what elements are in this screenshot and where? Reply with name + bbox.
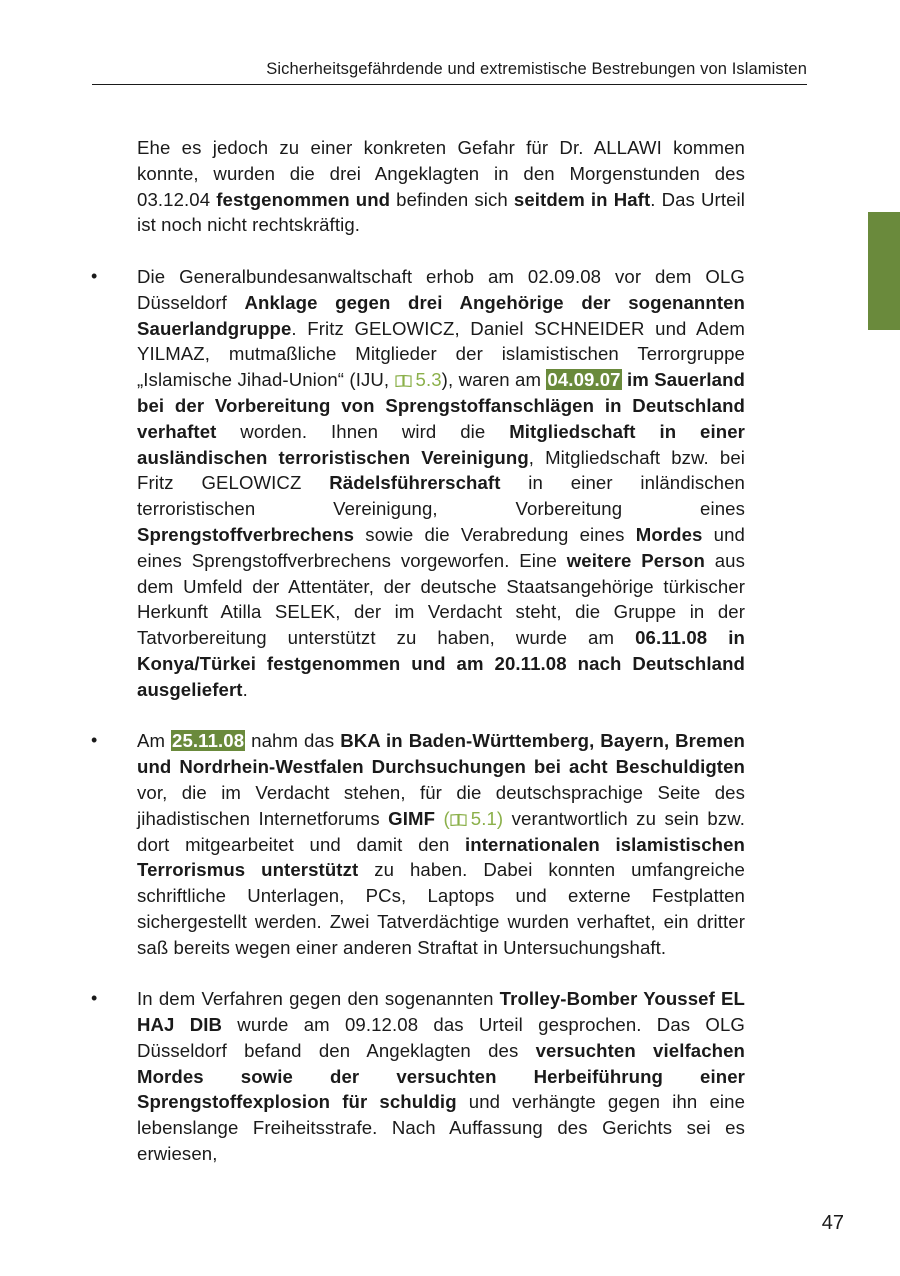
text-run: in einer inländischen terroristischen Vereinigung, Vorbereitung eines bbox=[137, 472, 746, 520]
bold-run: weitere Person bbox=[566, 549, 705, 571]
highlighted-date: 25.11.08 bbox=[172, 730, 245, 752]
text-run: Am bbox=[137, 730, 172, 752]
bullet-marker: • bbox=[91, 265, 98, 286]
bold-run: Mitgliedschaft in einer ausländischen terroristischen Vereinigung bbox=[137, 420, 745, 468]
section-marker-tab bbox=[868, 212, 900, 330]
text-run: , Mitgliedschaft bzw. bei Fritz GELOWICZ bbox=[137, 446, 745, 494]
bold-run: GIMF bbox=[388, 807, 436, 829]
bullet-paragraph bbox=[137, 264, 745, 703]
paragraph-gap bbox=[137, 961, 745, 987]
text-run: zu haben. Dabei konnten umfangreiche schriftliche Unterlagen, PCs, Laptops und externe Festplatten sichergestellt werden. Zwei Tatverdächtige wurden verhaftet, ein dritter saß bereits wegen einer anderen Straftat in Untersuchungshaft. bbox=[137, 859, 745, 958]
cross-reference-paren: ( bbox=[443, 807, 450, 829]
text-run: worden. Ihnen wird die bbox=[216, 420, 510, 442]
bold-run: 06.11.08 in Konya/Türkei festgenommen und am 20.11.08 nach Deutschland ausgeliefert bbox=[137, 627, 745, 700]
paragraph-intro bbox=[137, 135, 745, 238]
bullet-item-gimf bbox=[91, 728, 745, 960]
cross-reference-link[interactable] bbox=[395, 369, 442, 390]
page-number: 47 bbox=[821, 1212, 844, 1234]
running-header bbox=[92, 60, 807, 85]
text-run: . bbox=[242, 678, 248, 700]
bold-run: Anklage gegen drei Angehörige der sogenannten Sauerlandgruppe bbox=[137, 291, 746, 339]
bold-run: Mordes bbox=[635, 523, 703, 545]
body-text bbox=[91, 135, 746, 1167]
bullet-item-sauerland bbox=[91, 264, 746, 703]
bold-run: internationalen islamistischen Terrorismus unterstützt bbox=[137, 833, 745, 881]
text-run: aus dem Umfeld der Attentäter, der deutsche Staatsangehörige türkischer Herkunft Atilla SELEK, der im Verdacht steht, die Gruppe in der Tatvorbereitung unterstützt zu haben, wurde am bbox=[137, 549, 746, 649]
paragraph-gap bbox=[137, 703, 745, 729]
text-run: In dem Verfahren gegen den sogenannten bbox=[137, 988, 500, 1010]
text-run: Die Generalbundesanwaltschaft erhob am 02.09.08 vor dem OLG Düsseldorf bbox=[137, 265, 745, 313]
text-run: wurde am 09.12.08 das Urteil gesprochen. Das OLG Düsseldorf befand den Angeklagten des bbox=[137, 1014, 745, 1061]
highlighted-date: 04.09.07 bbox=[547, 369, 621, 391]
text-run: vor, die im Verdacht stehen, für die deutschsprachige Seite des jihadistischen Internetforums bbox=[137, 781, 745, 829]
text-run: sowie die Verabredung eines bbox=[354, 523, 636, 545]
running-header-title: Sicherheitsgefährdende und extremistische Bestrebungen von Islamisten bbox=[266, 60, 807, 78]
bold-run: Rädelsführerschaft bbox=[329, 472, 501, 494]
cross-reference-label: 5.3 bbox=[415, 369, 442, 391]
bold-run: Sprengstoffverbrechens bbox=[137, 523, 355, 545]
text-run: ), waren am bbox=[441, 369, 547, 391]
bold-run: im Sauerland bei der Vorbereitung von Sprengstoffanschlägen in Deutschland verhaftet bbox=[137, 369, 745, 442]
text-run: verantwortlich zu sein bzw. dort mitgearbeitet und damit den bbox=[137, 807, 745, 855]
bullet-paragraph bbox=[137, 728, 745, 960]
book-icon bbox=[450, 813, 467, 826]
text-run: . Fritz GELOWICZ, Daniel SCHNEIDER und Adem YILMAZ, mutmaßliche Mitglieder der islamistischen Terrorgruppe „Islamische Jihad-Union“ (IJU, bbox=[137, 317, 745, 391]
bold-run: seitdem in Haft bbox=[513, 188, 651, 210]
paragraph-gap bbox=[137, 238, 745, 264]
bold-run: versuchten vielfachen Mordes sowie der versuchten Herbeiführung einer Sprengstoffexplosion für schuldig bbox=[137, 1039, 745, 1113]
cross-reference-link[interactable] bbox=[443, 808, 503, 829]
bullet-marker: • bbox=[91, 988, 98, 1009]
text-run: nahm das bbox=[245, 730, 341, 752]
bullet-marker: • bbox=[91, 730, 98, 751]
bold-run: BKA in Baden-Württemberg, Bayern, Bremen und Nordrhein-Westfalen Durchsuchungen bei acht Beschuldigten bbox=[137, 730, 745, 778]
text-run: und verhängte gegen ihn eine lebenslange Freiheitsstrafe. Nach Auffassung des Gerichts sei es erwiesen, bbox=[137, 1091, 746, 1165]
text-run: Ehe es jedoch zu einer konkreten Gefahr für Dr. ALLAWI kommen konnte, wurden die drei Angeklagten in den Morgenstunden des 03.12.04 bbox=[137, 137, 745, 210]
bold-run: Trolley-Bomber Youssef EL HAJ DIB bbox=[137, 988, 745, 1036]
text-run: . Das Urteil ist noch nicht rechtskräftig. bbox=[137, 188, 745, 236]
cross-reference-label: 5.1) bbox=[470, 807, 504, 829]
text-run: befinden sich bbox=[390, 188, 514, 210]
book-icon bbox=[395, 374, 412, 387]
bullet-paragraph bbox=[137, 986, 745, 1167]
bold-run: festgenommen und bbox=[216, 188, 391, 210]
text-run: und eines Sprengstoffverbrechens vorgeworfen. Eine bbox=[137, 523, 745, 571]
bullet-item-trolley-bomber bbox=[91, 986, 746, 1167]
